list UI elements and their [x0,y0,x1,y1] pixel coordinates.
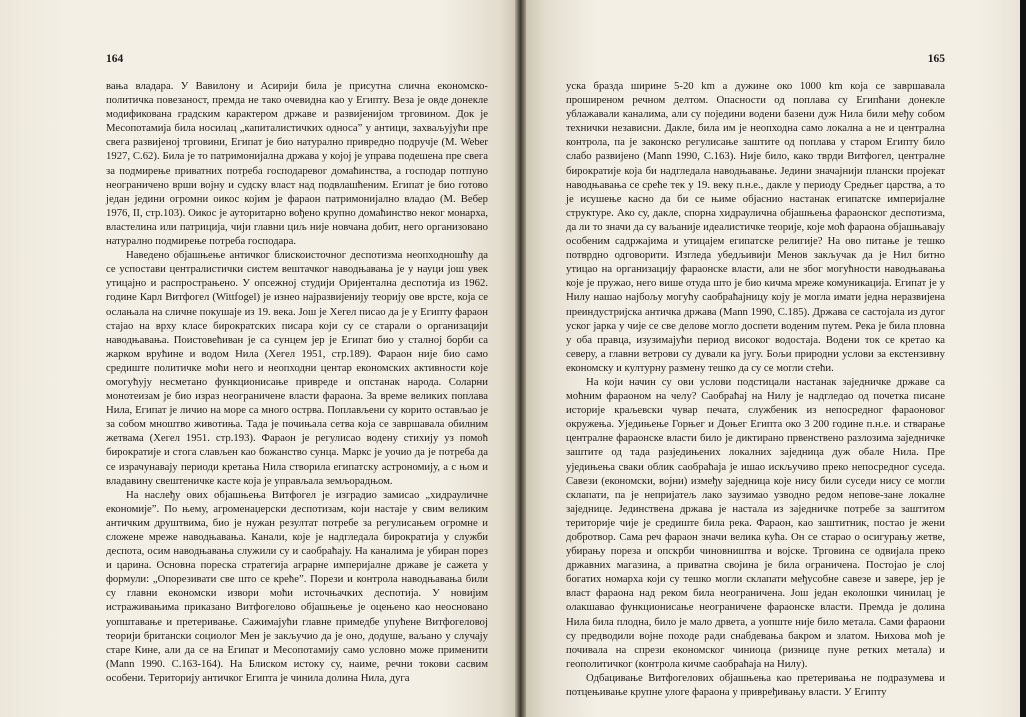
paragraph: Одбацивање Витфогелових објашњења као претеривања не подразумева и потцењивање крупне улоге фараона у привређивању власти. У Египту [566,671,945,699]
book-gutter [515,0,526,717]
paragraph: уска бразда ширине 5-20 km а дужине око 1000 km која се завршавала проширеном речном делтом. Опасности од поплава су Египћани донекле ублажавали каналима, али су поједини водени базени дуж Нила били међу собом технички независни. Дакле, била им је неопходна само локална а не и централна контрола, па је законско регулисање заштите од поплава у старом Египту било слабо развијено (Mann 1990, C.163). Није било, како тврди Витфогел, централне бирократије која би надгледала наводњавање. Једини значајнији плански пројекат наводњавања се среће тек у 19. веку п.н.е., дакле у периоду Средњег царства, а то је исушење касно да би се њиме објаснио настанак египатске империјалне структуре. Ако су, дакле, спорна хидраулична објашњења фараонског деспотизма, да ли то значи да су ваљаније идеалистичке теорије, које моћ фараона објашњавају особеним садржајима и утицајем египатске религије? На ово питање је тешко потврдно одговорити. Изгледа убедљивији Менов закључак да је Нил битно утицао на организацију фараонске власти, али не због могућности наводњавања које је пружао, него више отуда што је био кичма мреже комуникација. Египат је у Нилу нашао најбољу могућу саобраћајницу коју је могла имати једна неразвијена преиндустријска античка држава (Mann 1990, C.185). Држава се састојала из дугог уског јарка у чије се све делове могло доспети воденим путем. Река је била пловна у оба правца, изузимајући период високог водостаја. Водени ток се кретао ка северу, а главни ветрови су дували ка југу. Бољи природни услови за екстензивну економску и културну размену тешко да су се могли стећи. [566,80,945,374]
right-page-body [566,79,945,699]
paragraph: вања владара. У Вавилону и Асирији била је присутна слична економско-политичка повезаност, премда не тако очевидна као у Египту. Веза је овде донекле модификована градским карактером државе и развијенијом трговином. Док је Месопотамија била носилац „капиталистичких односа” у антици, захваљујући пре свега развијеној трговини, Египат је био натурално привредно подручје (M. Weber 1927, C.62). Била је то патримонијална држава у којој је управа подешена пре свега за подмирење приватних потреба господаревог домаћинства, а господар потпуно неограничено врши војну и судску власт над подвлашћеним. Египат је био готово један једини огромни оикос којим је фараон патримонијално владао (M. Вебер 1976, II, стр.103). Оикос је ауторитарно вођено крупно домаћинство неког монарха, властелина или патриција, чији главни циљ није новчана добит, него организовано натурално подмирење потреба господара. [106,80,488,248]
page-number: 165 [927,53,945,65]
page-number: 164 [106,53,124,65]
paragraph: Наведено објашњење античког блискоисточног деспотизма неопходношћу да се успостави централистички систем вештачког наводњавања је у науци још увек утицајно и распрострањено. У опсежној студији Оријентална деспотија из 1962. године Карл Витфогел (Wittfogel) је изнео најразвијенију теорију ове врсте, која се ослањала на сличне покушаје из 19. века. Још је Хегел писао да је у Египту фараон стајао на врху класе бирократских писара који су се старали о организацији наводњавања. Поистовећиван је са сунцем јер је Египат био у сталној борби са жарком врућине и водом Нила (Хегел 1951, стр.189). Фараон није био само средиште политичке моћи него и неопходни центар економских активности које омогућују несметано функционисање привреде и опстанак народа. Соларни монотеизам је био израз неограничене власти фараона. За време великих поплава Нила, Египат је личио на море са много острва. Поплављени су корито остављао је за собом мноштво животиња. Тада је почињала сетва која се завршавала обилним жетвама (Хегел 1951. стр.193). Фараон је регулисао водену стихију уз помоћ бирократије и стога слављен као божанство сунца. Маркс је уочио да је потреба да се израчунавају периоди кретања Нила створила египатску астрономију, а с њом и владавину свештеничке касте која је управљала земљорадњом. [106,249,488,487]
paragraph: На наслеђу ових објашњења Витфогел је изградио замисао „хидрауличне економије”. По њему, агроменаџерски деспотизам, који настаје у свим великим античким друштвима, био је нужан резултат потребе за регулисањем огромне и сложене мреже наводњавања. Канали, које је надгледала бирократија у служби деспота, осим наводњавања служили су и саобраћају. На каналима је убиран порез и царина. Основна пореска стратегија аграрне империјалне државе је сажета у формули: „Опорезивати све што се креће”. Порези и контрола наводњавања били су главни економски извори моћи источњачких деспотија. У новијим истраживањима приказано Витфогелово објашњење је оцењено као неосновано уопштавање и претеривање. Сажимајући главне примедбе упућене Витфогеловој теорији британски социолог Мен је закључио да је оно, додуше, ваљано у случају старе Кине, али да се на Египат и Месопотамију само условно може применити (Mann 1990. C.163-164). На Блиском истоку су, наиме, речни токови сасвим особени. Територију античког Египта је чинила долина Нила, дуга [106,488,488,684]
left-page-body [106,79,488,685]
paragraph: На који начин су ови услови подстицали настанак заједничке државе са моћним фараоном на челу? Саобраћај на Нилу је надгледао од почетка писане историје краљевски чувар печата, службеник из непосредног фараоновог окружења. Уједињење Горњег и Доњег Египта око 3 200 године п.н.е. и стварање централне фараонске власти било је диктирано првенствено разлозима заједничке заштите од тада разједињених локалних заједница дуж обале Нила. Пре уједињења сваки облик саобраћаја је ишао искључиво преко непосредног суседа. Савези (економски, војни) између заједница које нису били суседи нису се могли склапати, па је непријатељ лако заузимао узводно редом непове-зане локалне заједнице. Јединствена држава је настала из заједничке потребе за заштитом територије чије је средиште била река. Фараон, као заштитник, постао је жени добротвор. Сама реч фараон значи велика кућа. Он се старао о осигурању жетве, убирању пореза и опскрби чиновништва и војске. Трговина се одвијала преко државних магазина, а приватна својина је била ограничена. Постојао је слој богатих номарха који су тешко могли склапати међусобне савезе и заверe, јер је власт фараона над реком била неограничена. Још један еколошки чинилац је олакшавао функционисање неограничене фараонске власти. Премда је долина Нила била плодна, било је мало дрвета, а уопште није било метала. Сами фараони су предводили војне походе ради снабдевања бакром и златом. Њихова моћ је почивала на спрези економског чиниоца (ризнице пуне ретких метала) и геополитичког (контрола кичме саобраћаја на Нилу). [566,375,945,670]
right-page [526,0,1020,717]
